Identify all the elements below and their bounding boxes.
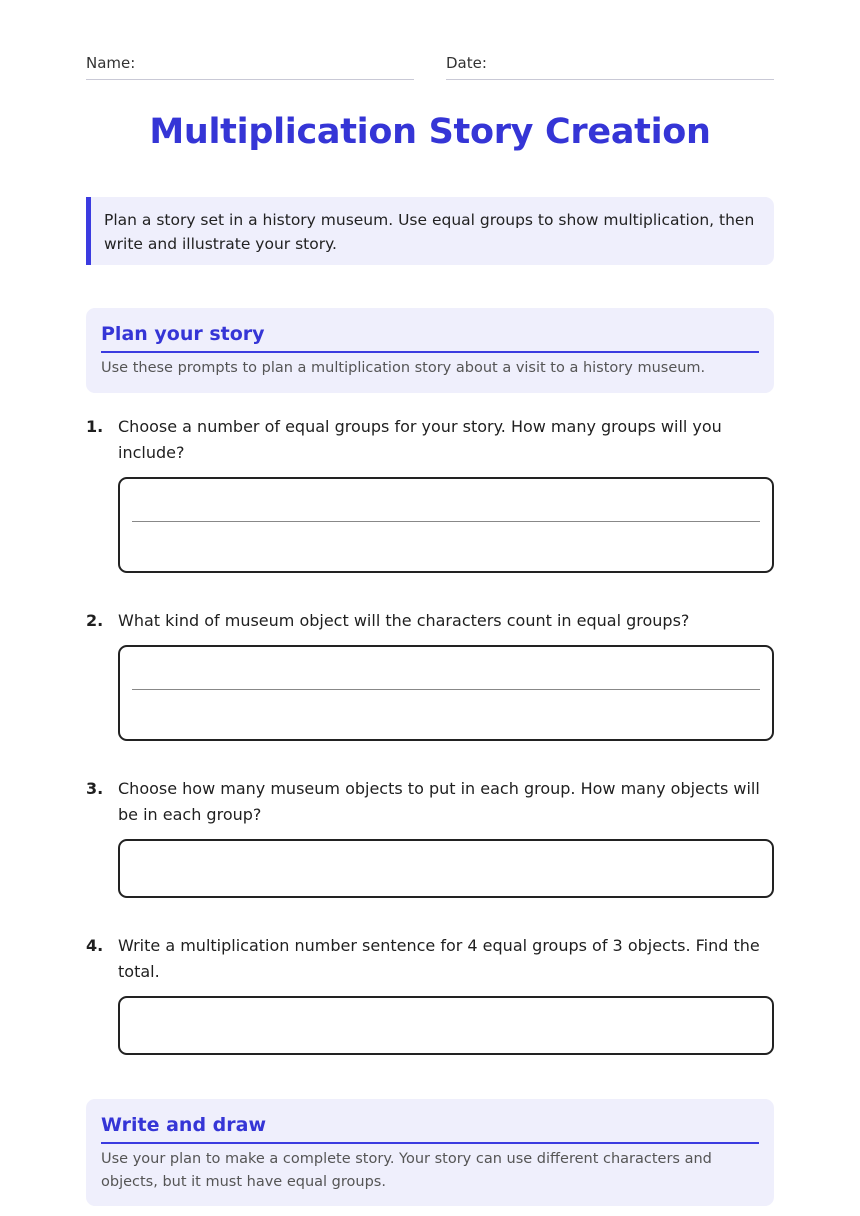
- write-section: [86, 1099, 774, 1206]
- question-text: Choose how many museum objects to put in each group. How many objects will be in each group?: [118, 779, 760, 824]
- date-field[interactable]: [446, 54, 774, 80]
- date-label: Date:: [446, 54, 487, 72]
- answer-box-2[interactable]: [118, 645, 774, 741]
- answer-line: [132, 689, 760, 690]
- plan-section-description: Use these prompts to plan a multiplication story about a visit to a history museum.: [101, 360, 706, 376]
- question-number: 2.: [86, 611, 104, 630]
- student-info-row: [86, 54, 774, 80]
- answer-box-1[interactable]: [118, 477, 774, 573]
- answer-box-4[interactable]: [118, 996, 774, 1055]
- intro-callout: Plan a story set in a history museum. Use equal groups to show multiplication, then write and illustrate your story.: [86, 197, 774, 265]
- page-title: Multiplication Story Creation: [149, 112, 711, 152]
- write-section-description: Use your plan to make a complete story. Your story can use different characters and objects, but it must have equal groups.: [101, 1151, 712, 1190]
- question-text: Choose a number of equal groups for your story. How many groups will you include?: [118, 417, 722, 462]
- name-field[interactable]: [86, 54, 414, 80]
- plan-section: [86, 308, 774, 393]
- question-number: 3.: [86, 779, 104, 798]
- question-number: 1.: [86, 417, 104, 436]
- question-number: 4.: [86, 936, 104, 955]
- name-label: Name:: [86, 54, 136, 72]
- answer-line: [132, 521, 760, 522]
- write-section-title: Write and draw: [101, 1112, 759, 1144]
- plan-section-title: Plan your story: [101, 321, 759, 353]
- question-text: Write a multiplication number sentence for 4 equal groups of 3 objects. Find the total.: [118, 936, 760, 981]
- question-text: What kind of museum object will the characters count in equal groups?: [118, 611, 690, 630]
- answer-box-3[interactable]: [118, 839, 774, 898]
